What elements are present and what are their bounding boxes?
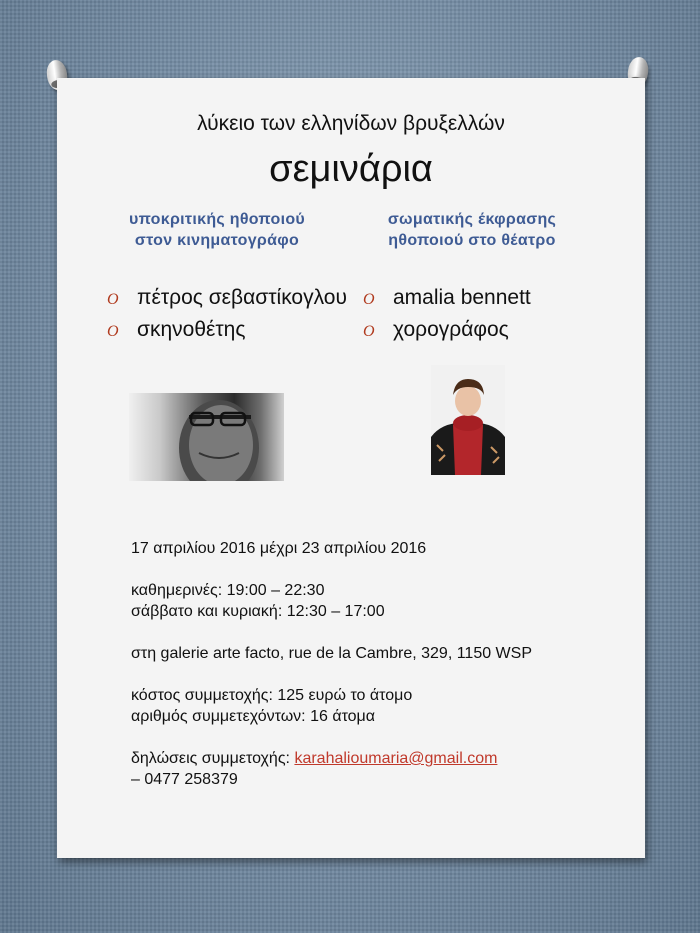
list-item [363,315,603,344]
venue-address: στη galerie arte facto, rue de la Cambre, 329, 1150 WSP [131,645,532,662]
list-item [107,283,347,312]
instructor-name: πέτρος σεβαστίκογλου [137,286,347,309]
instructor-name: amalia bennett [393,286,531,309]
registration-label: δηλώσεις συμμετοχής: [131,750,295,767]
registration-email-link[interactable]: karahalioumaria@gmail.com [294,750,498,767]
organization-name: λύκειο των ελληνίδων βρυξελλών [197,112,505,135]
right-subtitle-line-1: σωματικής έκφρασης [387,211,557,228]
left-subtitle-line-1: υποκριτικής ηθοποιού [128,211,306,228]
instructor-role: σκηνοθέτης [137,318,246,341]
left-instructor-list [107,283,347,347]
instructor-photo-man [129,393,284,481]
right-instructor-list [363,283,603,347]
right-subtitle-line-2: ηθοποιού στο θέατρο [388,232,556,249]
weekday-hours: καθημερινές: 19:00 – 22:30 [131,582,325,599]
participation-cost: κόστος συμμετοχής: 125 ευρώ το άτομο [131,687,413,704]
weekend-hours: σάββατο και κυριακή: 12:30 – 17:00 [131,603,385,620]
event-dates: 17 απριλίου 2016 μέχρι 23 απριλίου 2016 [131,540,427,557]
left-subtitle-line-2: στον κινηματογράφο [134,232,300,249]
event-details [131,538,601,790]
poster-title: σεμινάρια [269,148,433,190]
bullet-o-icon: O [363,291,375,308]
bullet-o-icon: O [107,323,119,340]
instructor-photo-woman [431,365,505,475]
bullet-o-icon: O [107,291,119,308]
bullet-o-icon: O [363,323,375,340]
registration-line [131,748,601,769]
right-seminar-subtitle [352,209,592,251]
list-item [107,315,347,344]
participant-count: αριθμός συμμετεχόντων: 16 άτομα [131,708,376,725]
registration-phone: – 0477 258379 [131,771,238,788]
instructor-role: χορογράφος [393,318,509,341]
list-item [363,283,603,312]
left-seminar-subtitle [102,209,332,251]
poster-sheet [57,78,645,858]
